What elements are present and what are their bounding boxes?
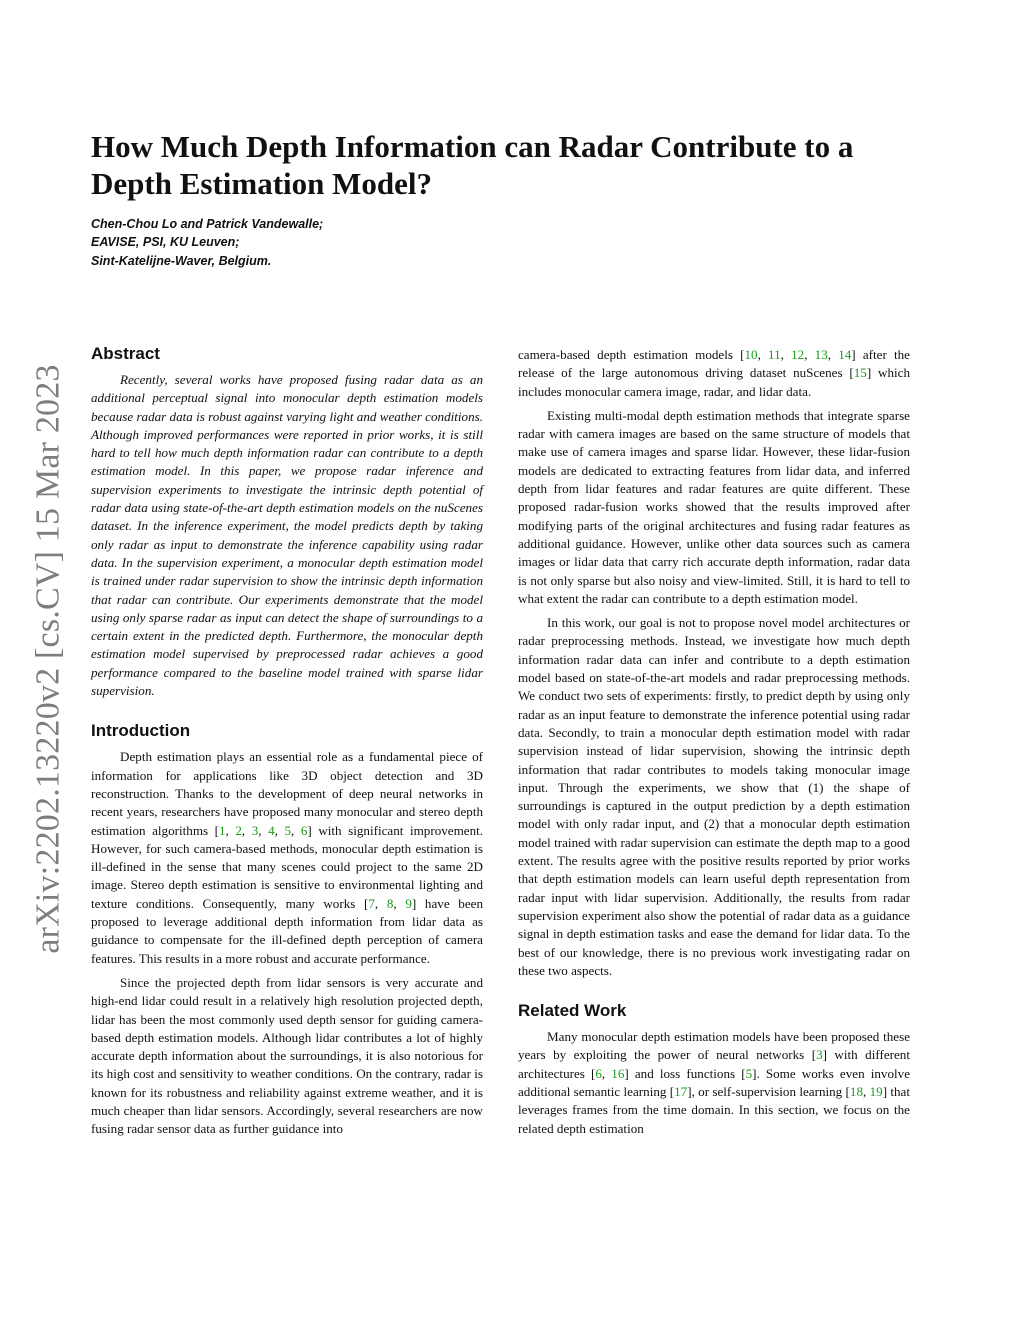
related-paragraph-1: Many monocular depth estimation models have been proposed these years by exploiting the power of neural networks [3] with different architectures [6, 16] and loss functions [5]. Some works even involve additional semantic learning [17], or self-supervision learning [18, 19] that leverages frames from the time domain. In this section, we focus on the related depth estimation	[518, 1029, 911, 1136]
citation-link[interactable]: 8	[386, 895, 394, 911]
citation-link[interactable]: 15	[853, 365, 867, 381]
author-block	[91, 215, 323, 270]
citation-link[interactable]: 13	[814, 347, 828, 362]
citation-link[interactable]: 2	[235, 822, 242, 838]
intro-paragraph-4: Existing multi-modal depth estimation methods that integrate sparse radar with camera images are based on the same structure of models that make use of camera images and sparse lidar. However, these lidar-fusion models are dedicated to extracting features from lidar data, and inferred depth from lidar features and radar features are quite different. These proposed radar-fusion works showed that the results improved after modifying parts of the original architectures and fusing radar features as additional guidance. However, unlike other data sources such as camera images or lidar data that carry rich accurate depth information, radar data is not only sparse but also noisy and view-limited. Still, it is hard to tell to what extent the radar can contribute to a depth estimation model.	[518, 407, 910, 606]
author-location: Sint-Katelijne-Waver, Belgium.	[91, 253, 272, 268]
right-column	[518, 346, 910, 1144]
left-column	[91, 343, 483, 1145]
citation-link[interactable]: 3	[816, 1047, 823, 1063]
citation-link[interactable]: 16	[611, 1065, 625, 1081]
citation-link[interactable]: 14	[838, 347, 852, 362]
citation-link[interactable]: 11	[768, 347, 781, 362]
abstract-text: Recently, several works have proposed fusing radar data as an additional perceptual signal into monocular depth estimation models because radar data is robust against varying light and weather conditions. Although improved performances were reported in prior works, it is still hard to tell how much depth information radar can contribute to a depth estimation model. In this paper, we propose radar inference and supervision experiments to investigate the intrinsic depth potential of radar data using state-of-the-art depth estimation models on the nuScenes dataset. In the inference experiment, the model predicts depth by taking only radar as input to demonstrate the inference capability using radar data. In the supervision experiment, a monocular depth estimation model is trained under radar supervision to show the intrinsic depth information that radar can contribute. Our experiments demonstrate that the model using only sparse radar as input can detect the shape of surroundings to a certain extent in the predicted depth. Furthermore, the monocular depth estimation model supervised by preprocessed radar achieves a good performance compared to the baseline model trained with sparse lidar supervision.	[91, 372, 483, 699]
citation-link[interactable]: 4	[268, 822, 275, 838]
citation-link[interactable]: 10	[744, 347, 758, 362]
intro-paragraph-2: Since the projected depth from lidar sensors is very accurate and high-end lidar could result in a relatively high resolution projected depth, lidar has been the most commonly used depth sensor for guiding camera-based depth estimation models. Although lidar contributes a lot of highly accurate depth information about the surroundings, it is also notorious for its high cost and sensitivity to weather conditions. On the contrary, radar is known for its robustness and reliability against extreme weather, and it is much cheaper than lidar sensors. Accordingly, several researchers are now fusing radar sensor data as further guidance into	[91, 974, 483, 1137]
author-affiliation: EAVISE, PSI, KU Leuven;	[91, 235, 240, 250]
citation-link[interactable]: 3	[251, 822, 259, 838]
intro-paragraph-3: camera-based depth estimation models [10, 11, 12, 13, 14] after the release of the large autonomous driving dataset nuScenes [15] which includes monocular camera image, radar, and lidar data.	[518, 347, 910, 399]
citation-link[interactable]: 17	[674, 1083, 688, 1099]
citation-link[interactable]: 5	[284, 822, 292, 838]
paper-title: How Much Depth Information can Radar Contribute to a Depth Estimation Model?	[91, 129, 854, 201]
citation-link[interactable]: 19	[869, 1083, 883, 1099]
citation-link[interactable]: 18	[849, 1083, 863, 1099]
citation-link[interactable]: 5	[745, 1065, 753, 1081]
abstract-heading: Abstract	[91, 344, 160, 363]
introduction-heading: Introduction	[91, 721, 191, 741]
author-names: Chen-Chou Lo and Patrick Vandewalle;	[91, 217, 324, 231]
related-work-section	[518, 1000, 910, 1138]
citation-link[interactable]: 6	[595, 1065, 602, 1081]
abstract-section	[91, 343, 483, 700]
citation-link[interactable]: 7	[368, 895, 375, 911]
intro-paragraph-1: Depth estimation plays an essential role as a fundamental piece of information for applications like 3D object detection and 3D reconstruction. Thanks to the development of deep neural networks in recent years, researchers have proposed many monocular and stereo depth estimation algorithms [1, 2, 3, 4, 5, 6] with significant improvement. However, for such camera-based methods, monocular depth estimation is ill-defined in the sense that many scenes could project to the same 2D image. Stereo depth estimation is sensitive to environmental lighting and texture conditions. Consequently, many works [7, 8, 9] have been proposed to leverage additional depth information from lidar data as guidance to compensate for the ill-defined depth perception of camera features. This results in a more robust and accurate performance.	[91, 749, 484, 966]
related-work-heading: Related Work	[518, 1001, 627, 1021]
intro-paragraph-5: In this work, our goal is not to propose novel model architectures or radar preprocessing methods. Instead, we investigate how much depth information radar data can infer and contribute to a depth estimation model based on state-of-the-art models and radar preprocessing methods. We conduct two sets of experiments: firstly, to predict depth by using only radar as an input feature to demonstrate the inference potential using radar data. Secondly, to train a monocular depth estimation model with radar supervision instead of lidar supervision, showing the intrinsic depth information that radar contributes to models taking monocular image input. Through the experiments, we show that (1) the shape of surroundings is captured in the output prediction by a depth estimation model with only radar input, and (2) that a monocular depth estimation model trained with radar supervision can estimate the depth map to a good extent. The results agree with the positive results reported by prior works that depth estimation models can learn useful depth representation from radar input with lidar supervision. Additionally, the results from radar supervision experiment also show the potential of radar data as a guidance signal in depth estimation tasks and ease the demand for lidar data. To the best of our knowledge, there is no previous work investigating radar on these two aspects.	[518, 615, 910, 978]
introduction-section	[91, 720, 483, 1138]
citation-link[interactable]: 12	[791, 347, 805, 362]
citation-link[interactable]: 6	[300, 822, 308, 838]
arxiv-stamp: arXiv:2202.13220v2 [cs.CV] 15 Mar 2023	[30, 364, 67, 954]
citation-link[interactable]: 1	[219, 822, 226, 838]
citation-link[interactable]: 9	[405, 895, 412, 911]
